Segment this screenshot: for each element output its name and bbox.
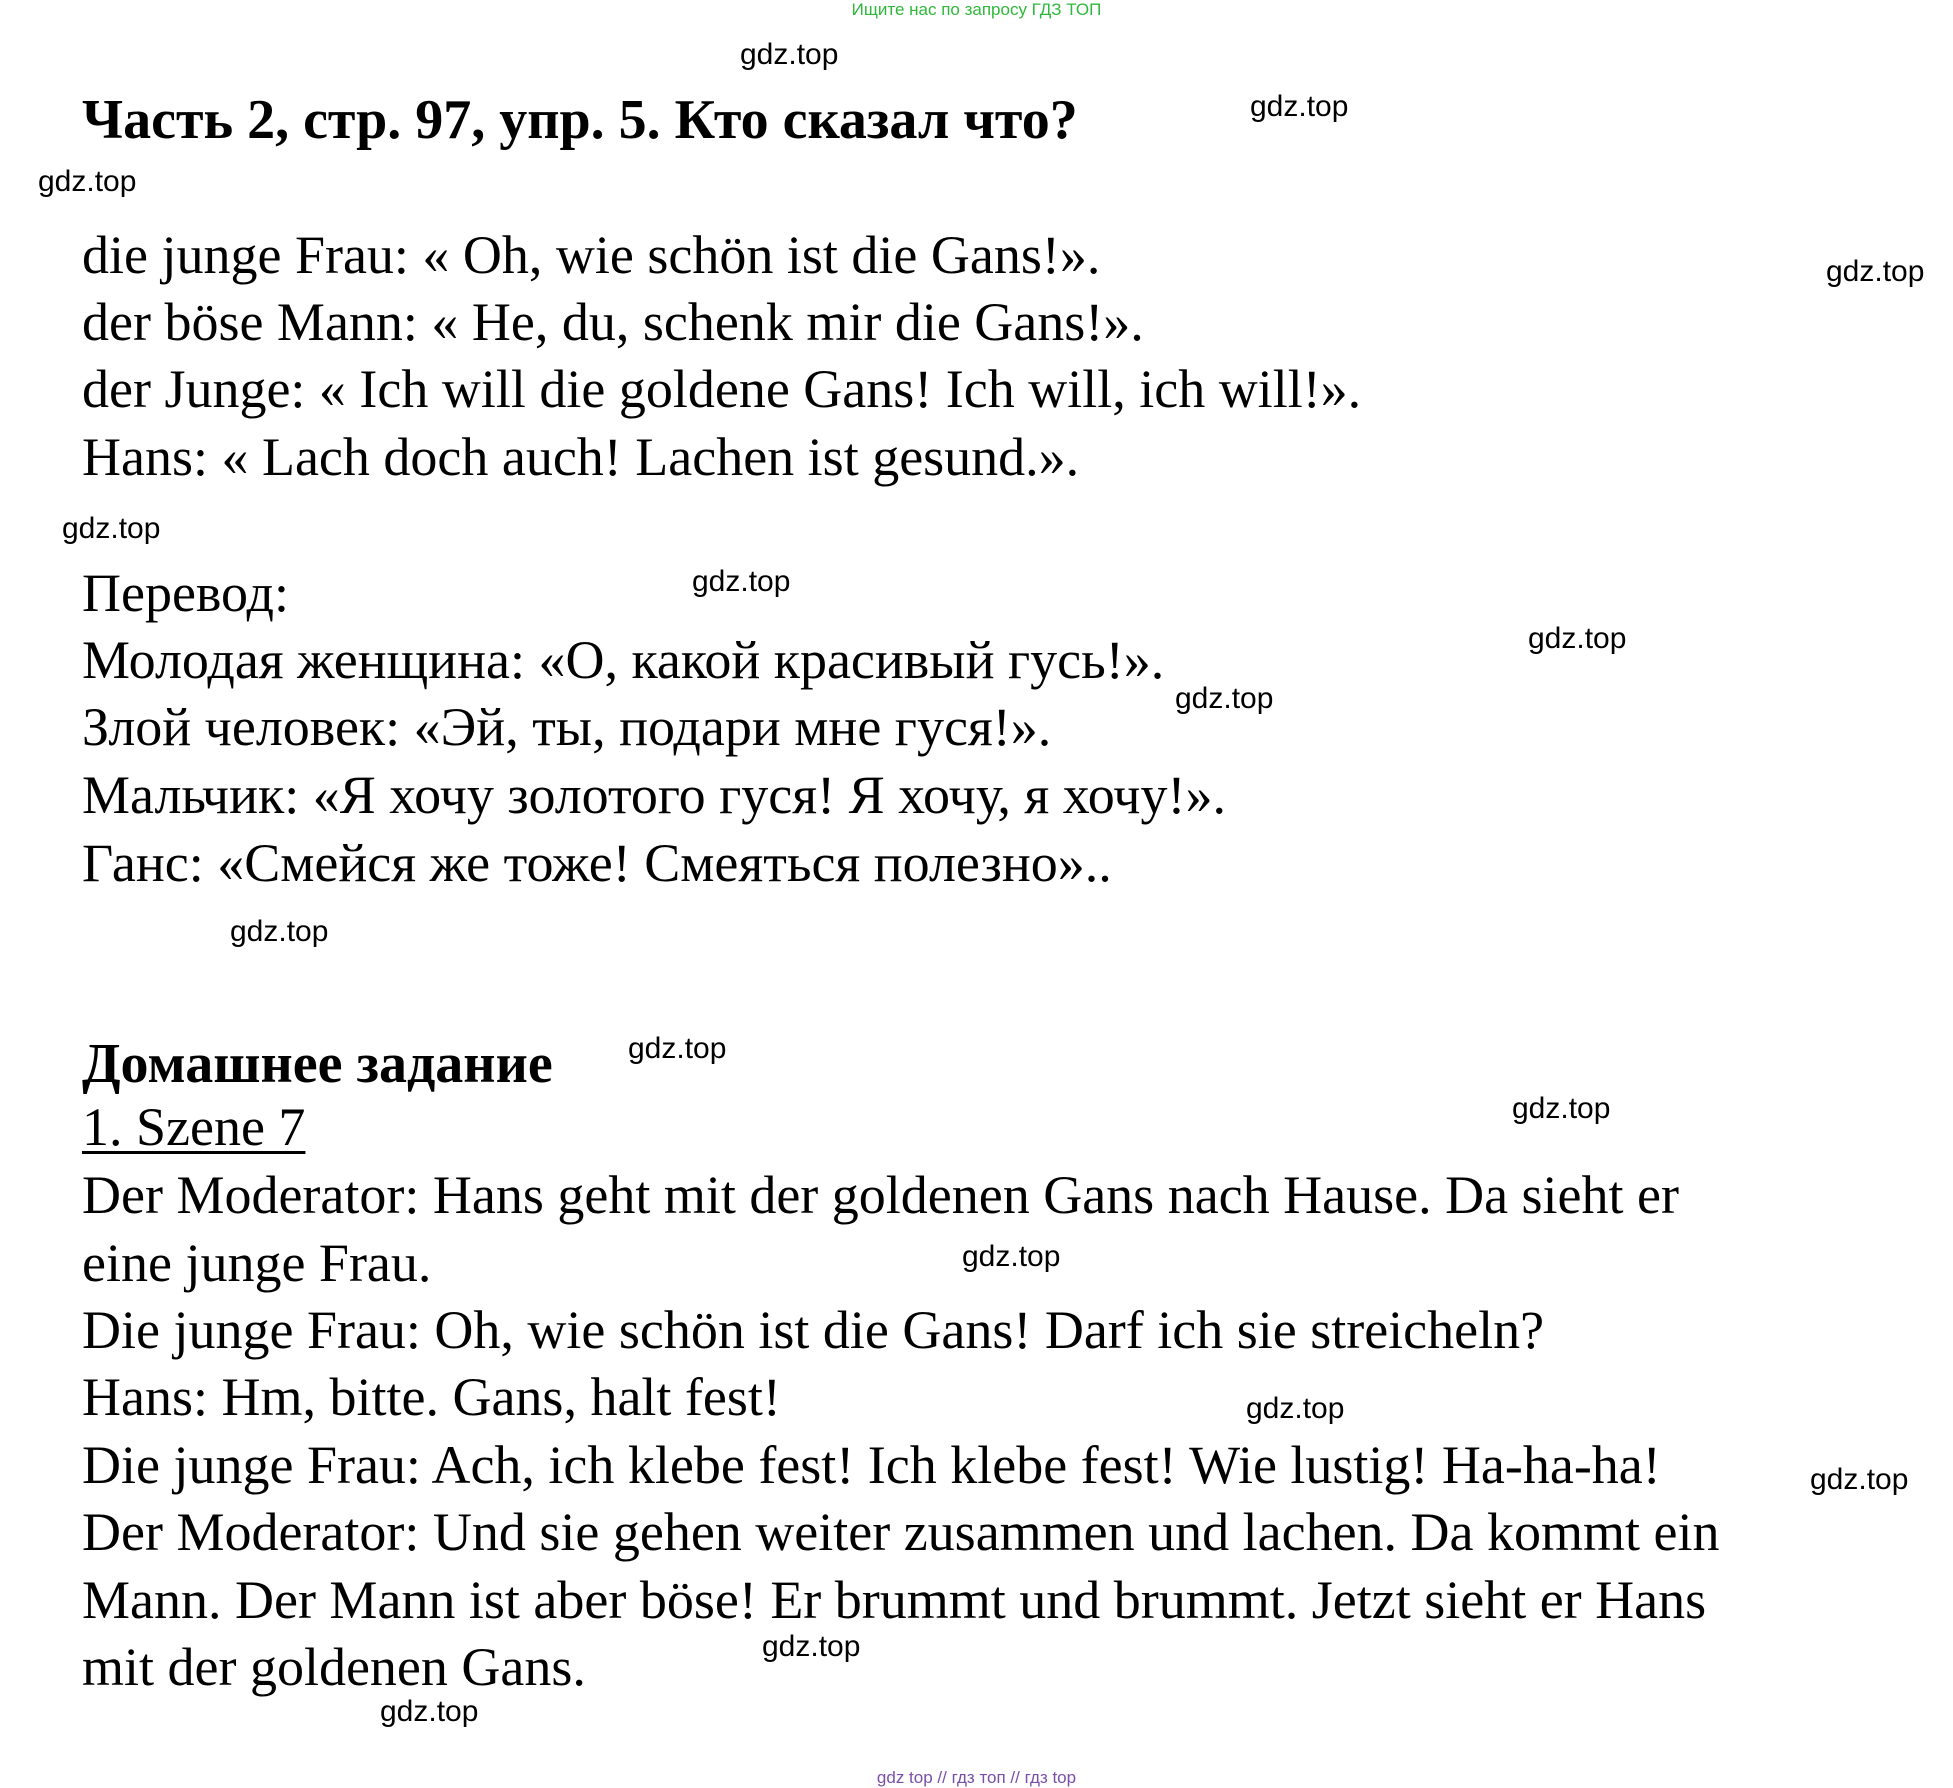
- russian-line: Злой человек: «Эй, ты, подари мне гуся!».: [82, 697, 1052, 757]
- watermark: gdz.top: [1175, 682, 1274, 715]
- watermark: gdz.top: [1810, 1463, 1909, 1496]
- watermark: gdz.top: [230, 915, 329, 948]
- bottom-banner: gdz top // гдз топ // гдз top: [876, 1768, 1077, 1787]
- translation-label: Перевод:: [82, 563, 289, 623]
- watermark: gdz.top: [962, 1240, 1061, 1273]
- watermark: gdz.top: [762, 1630, 861, 1663]
- watermark: gdz.top: [38, 165, 137, 198]
- homework-line: Der Moderator: Hans geht mit der goldenen Gans nach Hause. Da sieht er: [82, 1165, 1679, 1225]
- watermark: gdz.top: [1512, 1092, 1611, 1125]
- watermark: gdz.top: [1246, 1392, 1345, 1425]
- watermark: gdz.top: [1826, 255, 1925, 288]
- exercise-title: Часть 2, стр. 97, упр. 5. Кто сказал что?: [82, 89, 1078, 151]
- homework-line: Die junge Frau: Ach, ich klebe fest! Ich klebe fest! Wie lustig! Ha-ha-ha!: [82, 1435, 1661, 1495]
- watermark: gdz.top: [1528, 622, 1627, 655]
- homework-line: eine junge Frau.: [82, 1233, 432, 1293]
- watermark: gdz.top: [628, 1032, 727, 1065]
- homework-title: Домашнее задание: [82, 1033, 553, 1095]
- russian-line: Молодая женщина: «О, какой красивый гусь!».: [82, 630, 1165, 690]
- homework-line: mit der goldenen Gans.: [82, 1637, 586, 1697]
- homework-line: Hans: Hm, bitte. Gans, halt fest!: [82, 1367, 781, 1427]
- watermark: gdz.top: [740, 38, 839, 71]
- watermark: gdz.top: [1250, 90, 1349, 123]
- watermark: gdz.top: [692, 565, 791, 598]
- watermark: gdz.top: [380, 1695, 479, 1728]
- russian-line: Мальчик: «Я хочу золотого гуся! Я хочу, я хочу!».: [82, 765, 1226, 825]
- top-banner: Ищите нас по запросу ГДЗ ТОП: [851, 0, 1102, 19]
- homework-line: Die junge Frau: Oh, wie schön ist die Gans! Darf ich sie streicheln?: [82, 1300, 1545, 1360]
- german-line: der böse Mann: « He, du, schenk mir die Gans!».: [82, 292, 1144, 352]
- homework-line: Der Moderator: Und sie gehen weiter zusammen und lachen. Da kommt ein: [82, 1502, 1720, 1562]
- watermark: gdz.top: [62, 512, 161, 545]
- russian-line: Ганс: «Смейся же тоже! Смеяться полезно»..: [82, 833, 1112, 893]
- homework-line: Mann. Der Mann ist aber böse! Er brummt und brummt. Jetzt sieht er Hans: [82, 1570, 1707, 1630]
- homework-subtitle: 1. Szene 7: [82, 1097, 306, 1157]
- german-line: die junge Frau: « Oh, wie schön ist die Gans!».: [82, 225, 1101, 285]
- german-line: der Junge: « Ich will die goldene Gans! Ich will, ich will!».: [82, 359, 1362, 419]
- german-line: Hans: « Lach doch auch! Lachen ist gesund.».: [82, 427, 1080, 487]
